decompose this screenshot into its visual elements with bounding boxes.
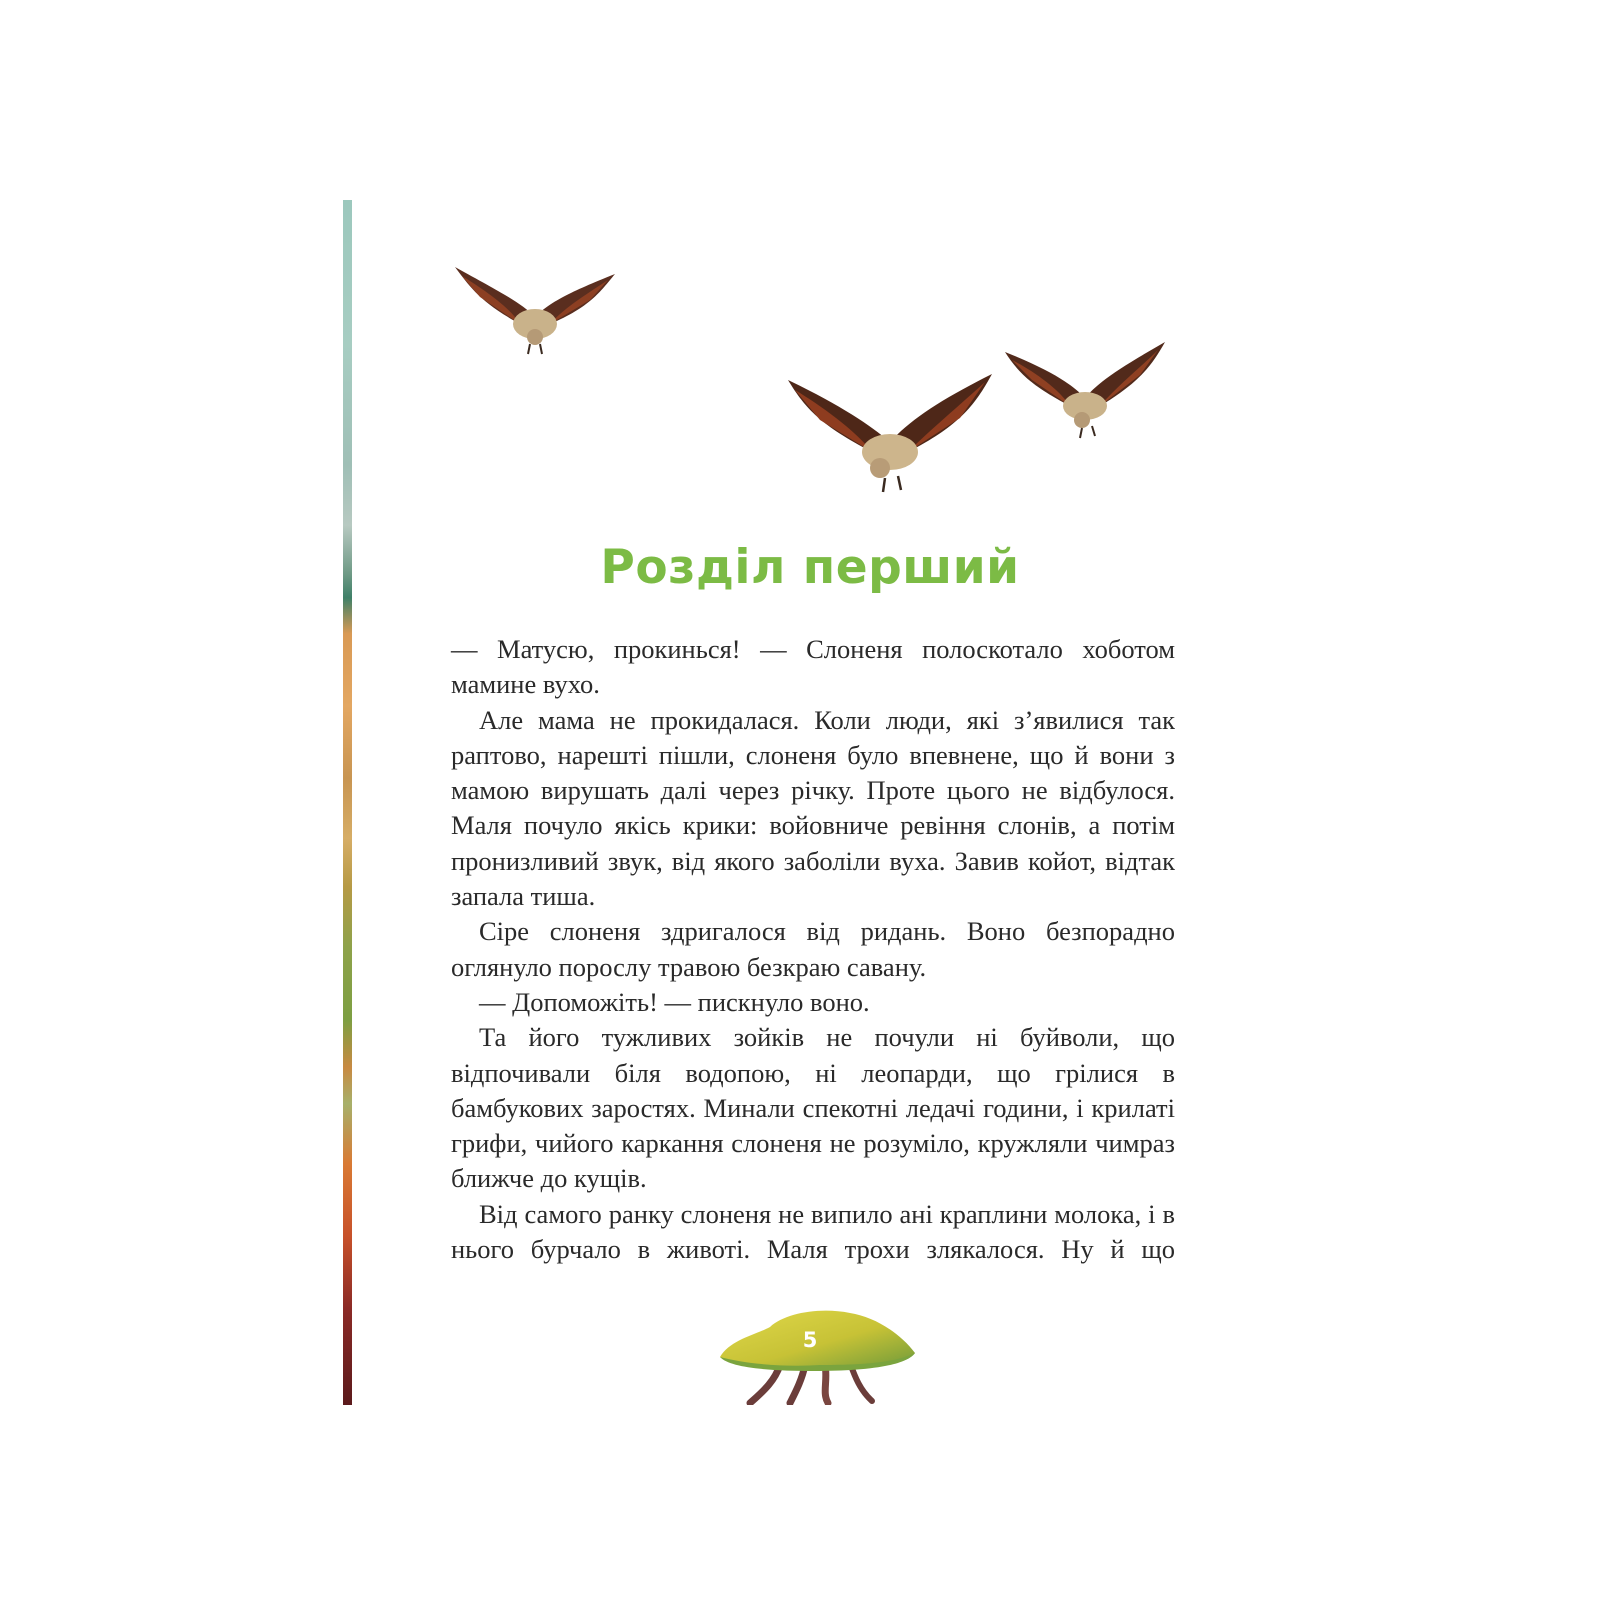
vulture-icon [450, 262, 620, 362]
paragraph: Сіре слоненя здригалося від ридань. Воно безпорадно оглянуло порослу травою безкраю савану. [451, 916, 1175, 982]
chapter-body [451, 632, 1175, 1267]
chapter-title: Розділ перший [600, 540, 1020, 595]
paragraph: Та його тужливих зойків не почули ні буйволи, що відпочивали біля водопою, ні леопарди, що грілися в бамбукових заростях. Минали спекотні ледачі години, і крилаті грифи, чийого каркання слоненя не розуміло, кружляли чимраз ближче до кущів. [451, 1022, 1175, 1194]
page-spine-edge [343, 200, 352, 1405]
page-number: 5 [802, 1328, 818, 1352]
vulture-icon [1000, 340, 1170, 445]
paragraph: Але мама не прокидалася. Коли люди, які з’явилися так раптово, нарешті пішли, слоненя було впевнене, що й вони з мамою вирушать далі через річку. Проте цього не відбулося. Маля почуло якісь крики: войовниче ревіння слонів, а потім пронизливий звук, від якого заболіли вуха. Завив койот, відтак запала тиша. [451, 704, 1175, 912]
paragraph: Від самого ранку слоненя не випило ані краплини молока, і в нього бурчало в животі. Маля трохи злякалося. Ну й що [451, 1198, 1175, 1265]
paragraph: — Допоможіть! — пискнуло воно. [479, 986, 870, 1017]
paragraph: — Матусю, прокинься! — Слоненя полоскотало хоботом мамине вухо. [451, 634, 1175, 700]
acacia-tree-icon [710, 1305, 920, 1405]
vulture-icon [780, 370, 1000, 500]
